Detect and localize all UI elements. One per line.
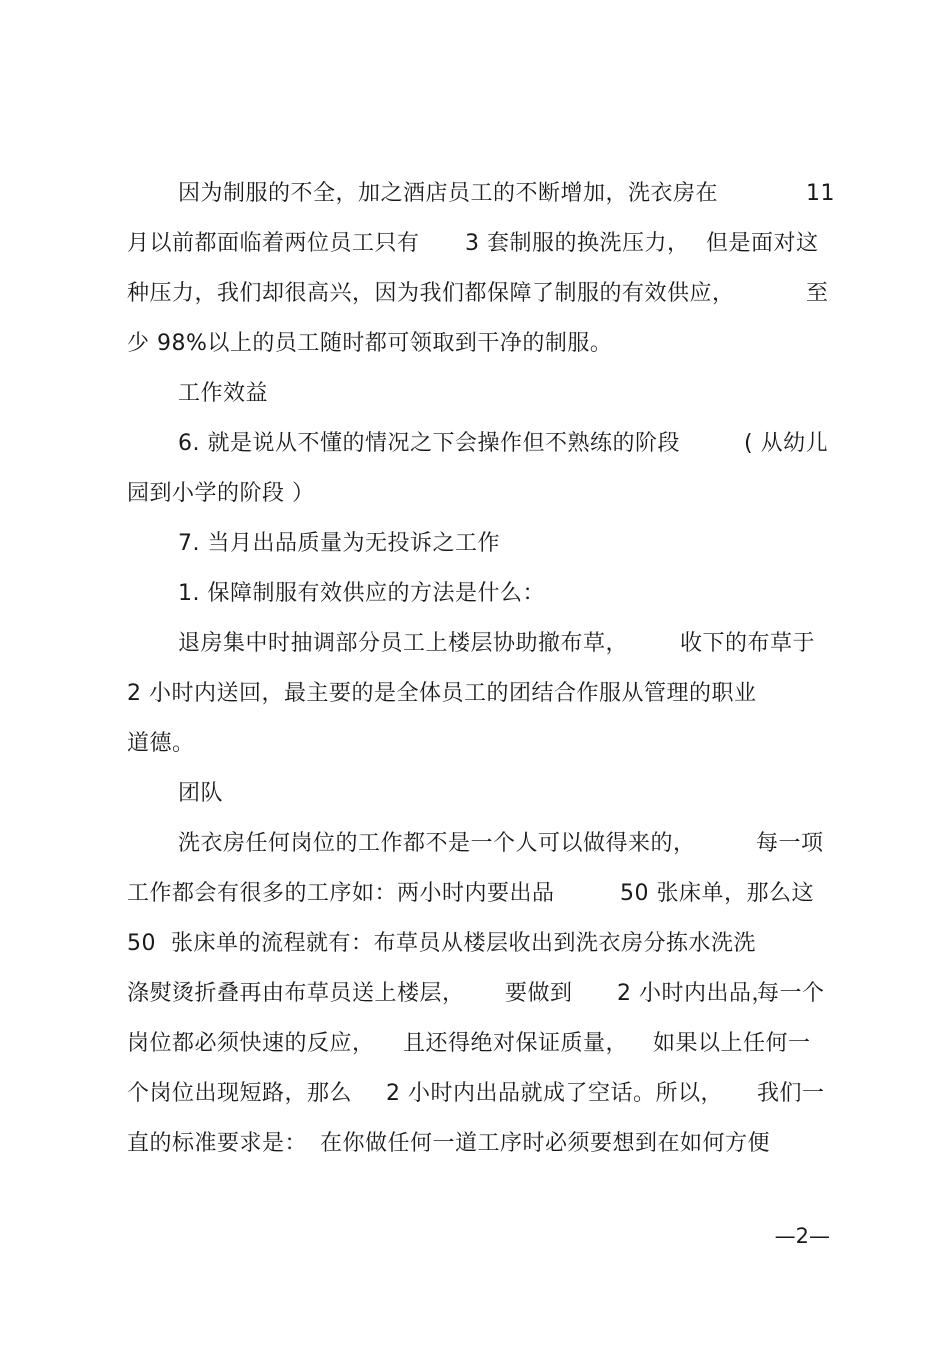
body-text-line: 至 [806,281,829,306]
body-text-line: 但是面对这 [706,231,819,256]
body-text-line: 因为制服的不全，加之酒店员工的不断增加，洗衣房在 [178,181,719,206]
body-text-line: 在你做任何一道工序时必须要想到在如何方便 [320,1131,771,1156]
body-text-line: 涤熨烫折叠再由布草员送上楼层， [127,981,465,1006]
body-text-line: ( 从幼儿 [744,431,829,456]
body-text-line: 道德。 [127,731,195,756]
body-text-line: 退房集中时抽调部分员工上楼层协助撤布草， [178,631,629,656]
body-text-line: 收下的布草于 [680,631,816,656]
body-text-line: 11 [806,181,835,206]
section-heading: 工作效益 [178,381,269,406]
body-text-line: 要做到 [505,981,573,1006]
body-text-line: 每一项 [756,831,824,856]
body-text-line: 种压力，我们却很高兴，因为我们都保障了制服的有效供应， [127,281,735,306]
body-text-line: 个岗位出现短路，那么 [127,1081,353,1106]
body-text-line: 2 小时内送回，最主要的是全体员工的团结合作服从管理的职业 [127,681,757,706]
body-text-line: 园到小学的阶段 ） [127,481,315,506]
body-text-line: 岗位都必须快速的反应， [127,1031,375,1056]
body-text-line: 7. 当月出品质量为无投诉之工作 [178,531,500,556]
body-text-line: 50 张床单，那么这 [620,881,814,906]
body-text-line: 直的标准要求是： [127,1131,308,1156]
body-text-line: 50 张床单的流程就有：布草员从楼层收出到洗衣房分拣水洗洗 [127,931,756,956]
body-text-line: 且还得绝对保证质量， [403,1031,629,1056]
section-heading: 团队 [178,781,224,806]
body-text-line: 2 小时内出品， [617,981,774,1006]
body-text-line: 洗衣房任何岗位的工作都不是一个人可以做得来的， [178,831,696,856]
page-number: —2— [774,1224,830,1248]
body-text-line: 月以前都面临着两位员工只有 [127,231,420,256]
body-text-line: 如果以上任何一 [653,1031,811,1056]
body-text-line: 2 小时内出品就成了空话。所以， [386,1081,723,1106]
body-text-line: 6. 就是说从不懂的情况之下会操作但不熟练的阶段 [178,431,680,456]
body-text-line: 我们一 [757,1081,825,1106]
body-text-line: 1. 保障制服有效供应的方法是什么： [178,581,545,606]
body-text-line: 少 98%以上的员工随时都可领取到干净的制服。 [127,331,613,356]
body-text-line: 工作都会有很多的工序如：两小时内要出品 [127,881,555,906]
body-text-line: 3 套制服的换洗压力， [465,231,690,256]
body-text-line: 每一个 [757,981,825,1006]
